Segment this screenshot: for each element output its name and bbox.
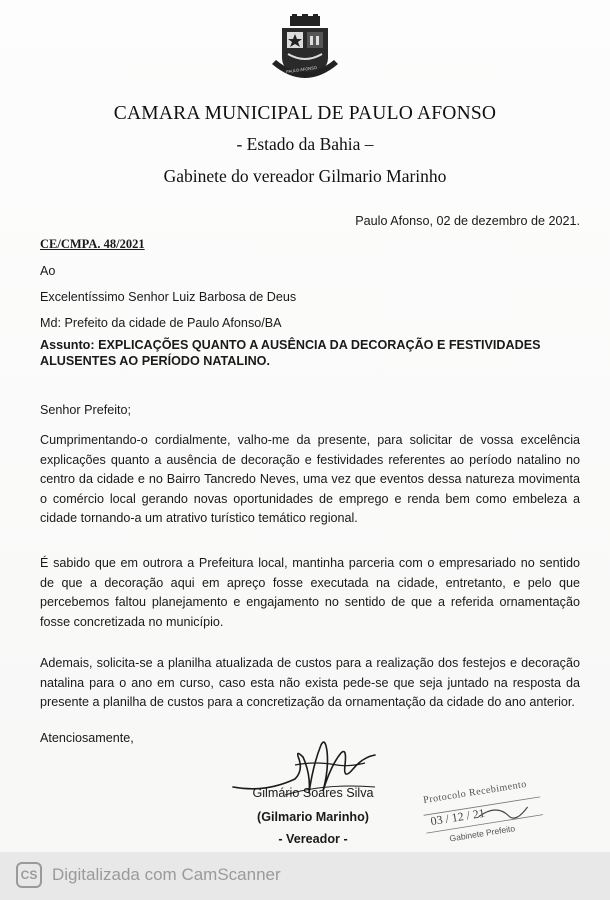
recipient-name: Excelentíssimo Senhor Luiz Barbosa de Deus	[40, 290, 297, 304]
camscanner-watermark-text: Digitalizada com CamScanner	[52, 865, 281, 884]
stamp-heading: Protocolo Recebimento	[422, 778, 528, 807]
crest-label: PAULO AFONSO	[285, 64, 318, 75]
stamp-footer: Gabinete Prefeito	[448, 823, 516, 844]
office-name: Gabinete do vereador Gilmario Marinho	[163, 166, 447, 186]
institution-name: CAMARA MUNICIPAL DE PAULO AFONSO	[113, 103, 497, 124]
municipal-coat-of-arms-icon	[270, 14, 340, 86]
salutation: Senhor Prefeito;	[40, 403, 132, 417]
camscanner-logo-icon: CS	[16, 862, 42, 888]
body-paragraph-1: Cumprimentando-o cordialmente, valho-me da presente, para solicitar de vossa excelência explicações quanto a ausência de decoração e festividades referentes ao período natalino no centro da cidade e no Bairro Tancredo Neves, uma vez que eventos dessa natureza movimenta o comércio local gerando novas oportunidades de emprego e renda bem como embeleza a cidade tornando-a um atrativo turístico temático regional.	[40, 433, 580, 526]
letter-date: Paulo Afonso, 02 de dezembro de 2021.	[355, 214, 580, 228]
body-paragraph-3: Ademais, solicita-se a planilha atualizada de custos para a realização dos festejos e decoração natalina para o ano em curso, caso esta não exista pede-se que seja juntado na resposta da presente a planilha de custos para a concretização da ornamentação da cidade do ano anterior.	[40, 656, 580, 710]
scanner-watermark-bar	[0, 852, 610, 900]
closing: Atenciosamente,	[40, 731, 134, 745]
state-name: - Estado da Bahia –	[236, 134, 374, 154]
reference-number: CE/CMPA. 48/2021	[40, 237, 145, 251]
signatory-title: - Vereador -	[278, 832, 348, 846]
addressee-prefix: Ao	[40, 264, 56, 278]
signatory-name: Gilmário Soares Silva	[252, 786, 374, 800]
body-paragraph-2: É sabido que em outrora a Prefeitura local, mantinha parceria com o empresariado no sentido de que a decoração aqui em apreço fosse executada na cidade, entretanto, e pelo que percebemos faltou planejamento e engajamento no sentido de que a referida ornamentação fosse concretizada no município.	[40, 556, 580, 629]
stamp-date: 03 / 12 / 21	[429, 805, 486, 829]
recipient-role: Md: Prefeito da cidade de Paulo Afonso/BA	[40, 316, 282, 330]
signatory-nickname: (Gilmario Marinho)	[257, 810, 369, 824]
reception-stamp	[413, 766, 553, 859]
subject-line: Assunto: EXPLICAÇÕES QUANTO A AUSÊNCIA DA DECORAÇÃO E FESTIVIDADES ALUSENTES AO PERÍODO NATALINO.	[40, 338, 541, 368]
